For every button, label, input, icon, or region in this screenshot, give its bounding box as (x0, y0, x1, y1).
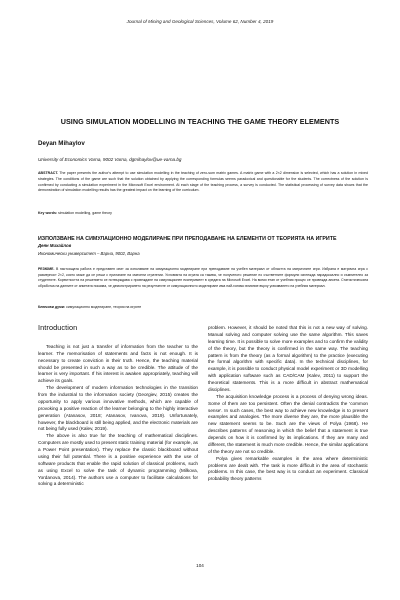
bg-abstract-text: В настоящата работа е представен опит за използване на симулационно моделиране при преподаване на учебен материал от областта на матричните игри. Избрана е матрична игра с размерност 2×2, която може да се реши с прилагане на смесени стратегии. Условията на играта са такива, че полученото решение по съответните формули изглежда парадоксално и съмнително за студентите. Коректността на решението се потвърждава с провеждане на симулационен експеримент в средата на Microsoft Excel. На всеки етап от учебния процес се провежда анкета. Статистическата обработка на данните от анкетата показва, че демонстрирането на резултатите от симулационното моделиране има най-голямо влияние върху усвояването на учебния материал. (38, 267, 368, 288)
page-number: 104 (196, 563, 204, 568)
author-name: Deyan Mihaylov (38, 140, 85, 147)
author-affiliation: University of Economics Varna, 9002 Varna, dgmihaylov@ue-varna.bg (38, 157, 182, 162)
abstract-label: ABSTRACT. (38, 171, 59, 175)
bg-keywords (38, 305, 368, 309)
bg-keywords-text: симулационно моделиране, теория на игрите (66, 305, 142, 309)
right-column (208, 325, 368, 483)
paragraph: Polya gives remarkable examples in the area where deterministic problems are dealt with. The task is more difficult in the area of stochastic problems. In this case, the best way is to conduct an experiment. Classical probability theory patterns (208, 455, 368, 482)
keywords (38, 211, 368, 215)
paper-title: USING SIMULATION MODELLING IN TEACHING THE GAME THEORY ELEMENTS (60, 117, 340, 126)
left-column (38, 325, 198, 488)
journal-header: Journal of Mining and Geological Sciences, Volume 62, Number 4, 2019 (126, 19, 274, 24)
paragraph: The acquisition knowledge process is a process of denying wrong ideas. Some of them are too persistent. Often the denial contradicts the 'common sense'. In such cases, the best way to achieve new knowledge is to present examples and analogies. The more diverse they are, the more plausible the new statement seems to be. Such are the views of Polya (1968). He describes patterns of reasoning in which the belief that a statement is true depends on how it is confirmed by its implications. If they are many and different, the statement is much more credible. Hence, the similar applications of the theory are not so credible. (208, 393, 368, 454)
abstract (38, 171, 368, 194)
bg-keywords-label: Ключови думи: (38, 305, 66, 309)
paragraph: The above is also true for the teaching of mathematical disciplines. Computers are mostly used to present static training material (for example, as a Power Point presentation). They replace the classic blackboard without using their full potential. There is a positive experience with the use of software products that enable the rapid solution of classical problems, such as using Excel to solve the task of dynamic programming (Milkova, Yordanova, 2014). The authors use a computer to facilitate calculations for solving a deterministic (38, 433, 198, 487)
bg-author: Деян Михайлов (38, 243, 72, 248)
keywords-text: simulation modelling, game theory (58, 211, 112, 215)
abstract-text: The paper presents the author's attempt to use simulation modelling in the teaching of zero-sum matrix games. A matrix game with a 2×2 dimension is selected, which has a solution in mixed strategies. The conditions of the game are such that the solution obtained by applying the corresponding formulas seems paradoxical and questionable for the students. The correctness of the solution is confirmed by conducting a simulation experiment in the Microsoft Excel environment. At each stage of the teaching process, a survey is conducted. The statistical processing of survey data shows that the demonstration of simulation modelling results has the greatest impact on the learning of the curriculum. (38, 171, 368, 193)
bg-affiliation: Икономически университет – Варна, 9002, Варна (38, 251, 140, 256)
bg-abstract (38, 267, 368, 289)
paragraph: Teaching is not just a transfer of information from the teacher to the learner. The memorisation of statements and facts is not enough. It is necessary to create conviction in their truth. Hence, the teaching material should be presented in such a way as to be credible. The attitude of the learner is very important. If his interest is awaken appropriately, teaching will achieve its goals. (38, 343, 198, 384)
bg-abstract-label: РЕЗЮМЕ. (38, 267, 55, 271)
section-heading-introduction: Introduction (38, 323, 78, 332)
paragraph: problem. However, it should be noted that this is not a new way of solving. Manual solving and computer solving use the same algorithm. This saves learning time. It is possible to solve more examples and to confirm the validity of the theory, but the theory is confirmed in the same way. The teaching pattern is from the theory (as a formal algorithm) to the practice (executing the formal algorithm with specific data). In the technical disciplines, for example, it is possible to conduct physical model experiment or 3D modelling with application software such as CAD/CAM (Kalev, 2011) to support the theoretical statements. This is a more difficult in abstract mathematical disciplines. (208, 325, 368, 392)
bg-title: ИЗПОЛЗВАНЕ НА СИМУЛАЦИОННО МОДЕЛИРАНЕ ПРИ ПРЕПОДАВАНЕ НА ЕЛЕМЕНТИ ОТ ТЕОРИЯТА НА ИГРИТЕ (38, 236, 337, 242)
paragraph: The development of modern information technologies in the transition from the industrial to the information society (Georgiev, 2015) creates the opportunity to apply various innovative methods, which are capable of provoking a positive reaction of the learner belonging to the highly interactive generation (Atanasov, 2018; Atanasov, Ivanova, 2019). Unfortunately, however, the blackboard is still being applied, and the electronic materials are not being fully used (Kalev, 2019). (38, 385, 198, 432)
keywords-label: Key words: (38, 211, 58, 215)
